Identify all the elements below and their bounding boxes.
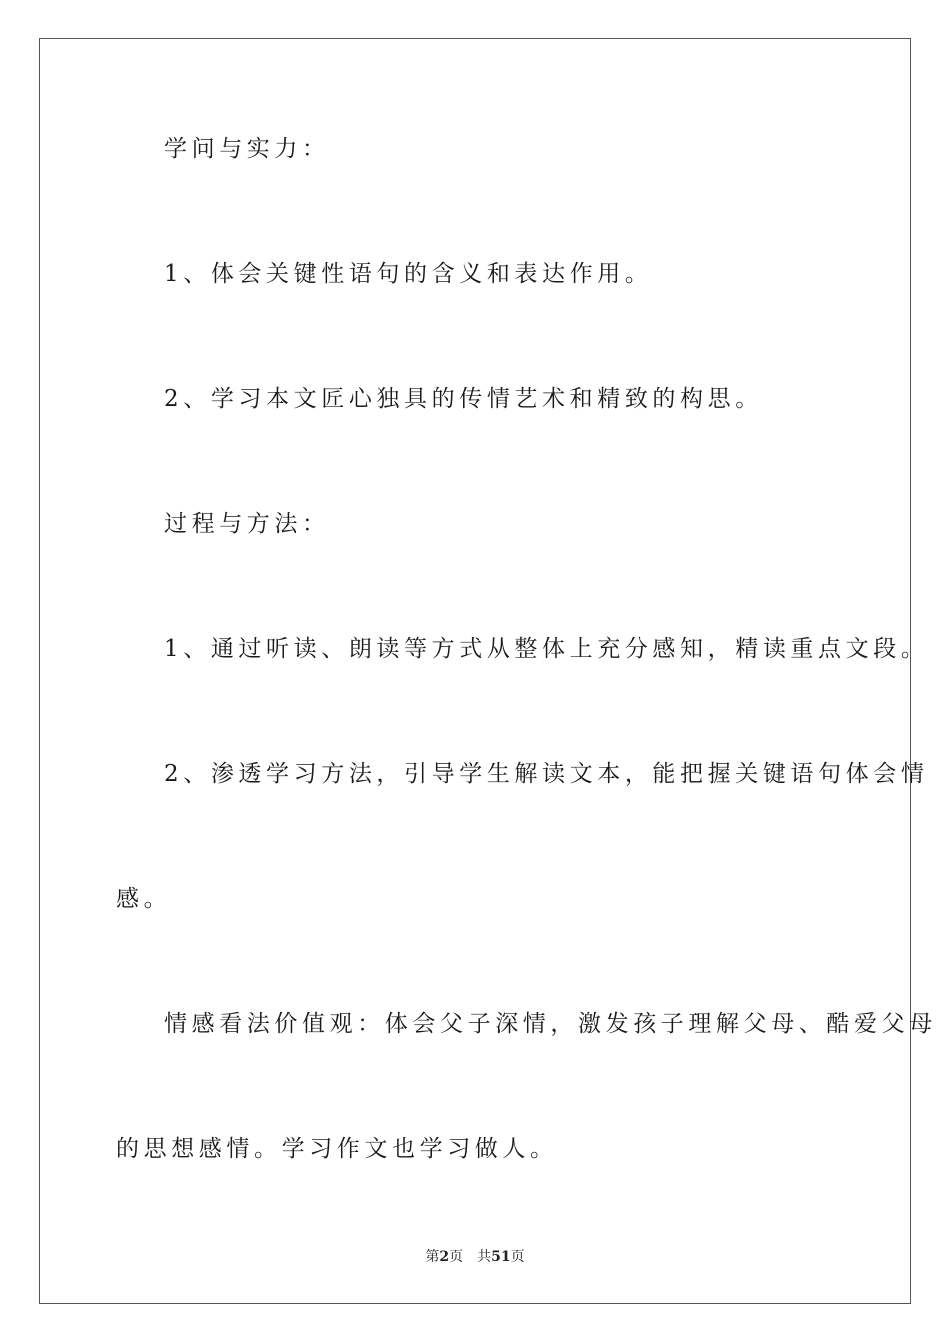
paragraph-process-2-continued: 感。: [116, 886, 172, 912]
footer-total-pages: 51: [491, 1249, 511, 1265]
footer-page-prefix: 第: [425, 1249, 440, 1265]
paragraph-process-1: 1、通过听读、朗读等方式从整体上充分感知，精读重点文段。: [164, 636, 929, 662]
footer-page-suffix: 页: [449, 1249, 464, 1265]
footer-total-prefix: 共: [477, 1249, 492, 1265]
page-frame: [39, 38, 911, 1304]
section-heading-process: 过程与方法：: [164, 511, 330, 537]
footer-total-suffix: 页: [510, 1249, 525, 1265]
paragraph-knowledge-2: 2、学习本文匠心独具的传情艺术和精致的构思。: [164, 386, 763, 412]
footer-page-number: 2: [439, 1249, 450, 1265]
paragraph-knowledge-1: 1、体会关键性语句的含义和表达作用。: [164, 261, 653, 287]
paragraph-process-2: 2、渗透学习方法，引导学生解读文本，能把握关键语句体会情: [164, 761, 929, 787]
paragraph-values: 情感看法价值观：体会父子深情，激发孩子理解父母、酷爱父母: [164, 1011, 937, 1037]
page-footer: [0, 1248, 950, 1266]
section-heading-knowledge: 学问与实力：: [164, 136, 330, 162]
paragraph-values-continued: 的思想感情。学习作文也学习做人。: [116, 1136, 558, 1162]
